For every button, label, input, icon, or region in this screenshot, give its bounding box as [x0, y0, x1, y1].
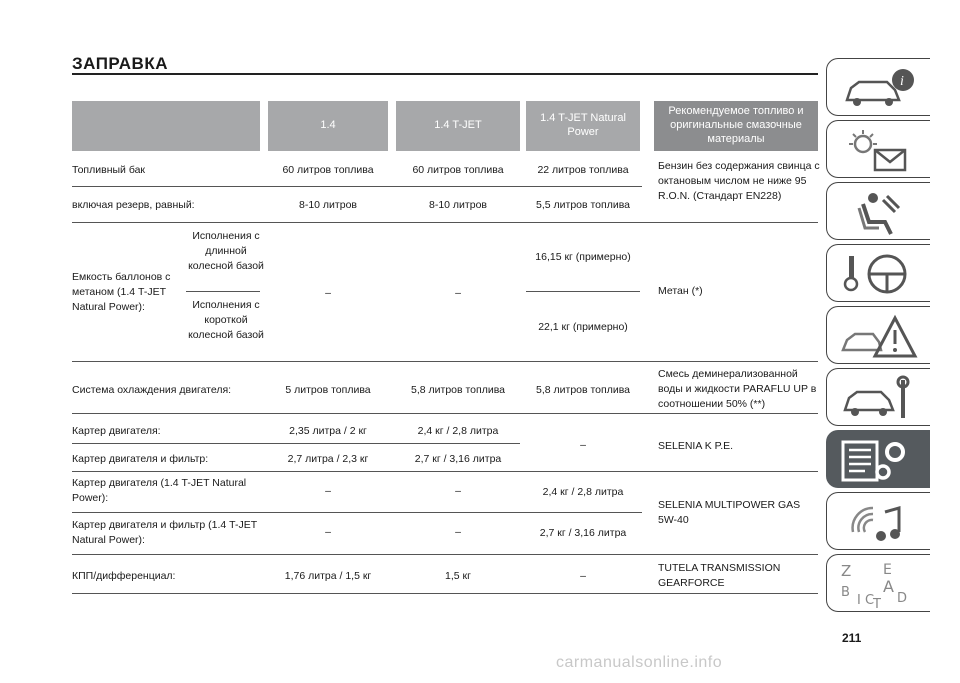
row-gearbox-14: 1,76 литра / 1,5 кг	[284, 570, 372, 582]
divider	[72, 593, 818, 594]
header-col-natural: 1.4 T-JET Natural Power	[526, 101, 640, 151]
row-cooling-14: 5 литров топлива	[285, 384, 371, 396]
row-fuel-tank-label: Топливный бак	[72, 164, 146, 176]
row-np-recommended: SELENIA MULTIPOWER GAS 5W-40	[658, 499, 801, 527]
row-crankcase-tjet: 2,4 кг / 2,8 литра	[417, 425, 499, 437]
row-np-crankcase-14: –	[325, 485, 331, 497]
row-np-crankcase-filter-natural: 2,7 кг / 3,16 литра	[539, 527, 627, 539]
row-methane-natural-long: 16,15 кг (примерно)	[535, 251, 631, 263]
row-reserve-tjet: 8-10 литров	[429, 199, 487, 211]
tab-warning-lights[interactable]	[826, 120, 930, 178]
divider	[72, 512, 642, 513]
header-col-tjet: 1.4 T-JET	[396, 101, 520, 151]
tab-car-info[interactable]	[826, 58, 930, 116]
row-cooling-natural: 5,8 литров топлива	[536, 384, 630, 396]
svg-text:A: A	[883, 577, 894, 596]
row-np-crankcase-filter-tjet: –	[455, 526, 461, 538]
row-crankcase-natural: –	[580, 439, 586, 451]
svg-text:T: T	[873, 597, 881, 608]
svg-text:D: D	[897, 591, 908, 606]
row-crankcase-recommended: SELENIA K P.E.	[658, 440, 734, 452]
row-fuel-tank-tjet: 60 литров топлива	[412, 164, 504, 176]
divider	[72, 443, 520, 444]
row-methane-recommended: Метан (*)	[658, 285, 703, 297]
row-np-crankcase-label: Картер двигателя (1.4 T-JET Natural Power):	[72, 477, 247, 505]
row-gearbox-label: КПП/дифференциал:	[72, 570, 176, 582]
row-methane-long: Исполнения с длинной колесной базой	[188, 230, 264, 273]
header-col-recommended: Рекомендуемое топливо и оригинальные смазочные материалы	[654, 101, 818, 151]
tab-emergency[interactable]	[826, 306, 930, 364]
row-gearbox-natural: –	[580, 570, 586, 582]
row-methane-label: Емкость баллонов с метаном (1.4 T-JET Natural Power):	[72, 271, 171, 314]
title-rule	[72, 73, 818, 75]
row-methane-short: Исполнения с короткой колесной базой	[188, 299, 264, 342]
tab-starting[interactable]	[826, 244, 930, 302]
divider	[72, 222, 818, 223]
row-gearbox-tjet: 1,5 кг	[445, 570, 471, 582]
row-crankcase-filter-tjet: 2,7 кг / 3,16 литра	[414, 453, 502, 465]
row-np-crankcase-natural: 2,4 кг / 2,8 литра	[542, 486, 624, 498]
page-number: 211	[842, 631, 862, 645]
divider	[72, 554, 818, 555]
row-reserve-natural: 5,5 литров топлива	[536, 199, 630, 211]
row-np-crankcase-filter-label: Картер двигателя и фильтр (1.4 T-JET Natural Power):	[72, 519, 257, 547]
divider	[72, 361, 818, 362]
svg-text:I C: I C	[857, 593, 875, 608]
header-blank	[72, 101, 260, 151]
row-crankcase-14: 2,35 литра / 2 кг	[289, 425, 367, 437]
warning-lights-icon	[839, 126, 919, 174]
row-np-crankcase-filter-14: –	[325, 526, 331, 538]
emergency-triangle-icon	[839, 312, 919, 360]
tab-multimedia[interactable]	[826, 492, 930, 550]
row-fuel-recommended: Бензин без содержания свинца с октановым числом не ниже 95 R.O.N. (Стандарт EN228)	[658, 160, 820, 203]
row-reserve-14: 8-10 литров	[299, 199, 357, 211]
steering-wheel-icon	[839, 250, 919, 298]
technical-data-icon	[839, 436, 919, 484]
svg-text:i: i	[900, 74, 904, 89]
row-methane-14: –	[325, 287, 331, 299]
car-wrench-icon	[839, 374, 919, 422]
row-crankcase-filter-14: 2,7 литра / 2,3 кг	[287, 453, 369, 465]
tab-maintenance[interactable]	[826, 368, 930, 426]
divider	[526, 291, 640, 292]
divider	[72, 471, 818, 472]
svg-text:B: B	[841, 585, 850, 600]
car-info-icon	[839, 64, 919, 112]
airbag-seat-icon	[839, 188, 919, 236]
row-gearbox-recommended: TUTELA TRANSMISSION GEARFORCE	[658, 562, 781, 590]
divider	[72, 413, 818, 414]
row-fuel-tank-14: 60 литров топлива	[282, 164, 374, 176]
watermark: carmanualsonline.info	[556, 654, 723, 671]
tab-safety[interactable]	[826, 182, 930, 240]
svg-text:E: E	[883, 562, 892, 578]
row-methane-natural-short: 22,1 кг (примерно)	[538, 321, 628, 333]
row-reserve-label: включая резерв, равный:	[72, 199, 195, 211]
divider	[72, 186, 642, 187]
alphabet-index-icon	[839, 560, 919, 608]
row-cooling-label: Система охлаждения двигателя:	[72, 384, 232, 396]
row-fuel-tank-natural: 22 литров топлива	[537, 164, 629, 176]
divider	[186, 291, 260, 292]
row-np-crankcase-tjet: –	[455, 485, 461, 497]
page-title: ЗАПРАВКА	[72, 54, 168, 73]
row-methane-tjet: –	[455, 287, 461, 299]
row-crankcase-label: Картер двигателя:	[72, 425, 161, 437]
header-col-14: 1.4	[268, 101, 388, 151]
row-crankcase-filter-label: Картер двигателя и фильтр:	[72, 453, 209, 465]
tab-index[interactable]	[826, 554, 930, 612]
tab-technical-data[interactable]	[826, 430, 930, 488]
multimedia-icon	[839, 498, 919, 546]
svg-text:Z: Z	[841, 562, 852, 580]
row-cooling-tjet: 5,8 литров топлива	[411, 384, 505, 396]
row-cooling-recommended: Смесь деминерализованной воды и жидкости PARAFLU UP в соотношении 50% (**)	[658, 368, 817, 411]
